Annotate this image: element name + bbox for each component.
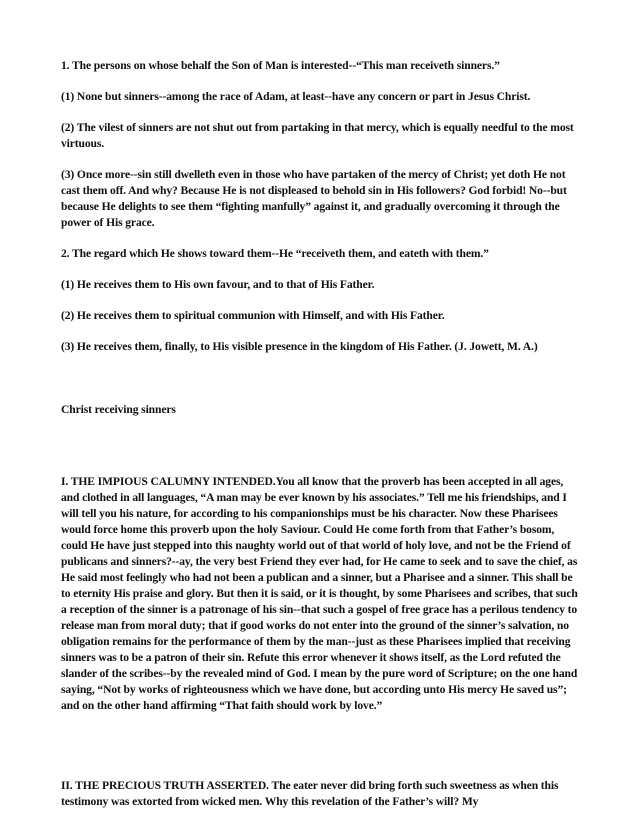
point-2-heading: 2. The regard which He shows toward them--He “receiveth them, and eateth with them.” xyxy=(61,247,489,260)
section-1-paragraph xyxy=(61,474,581,714)
point-2-sub-3: (3) He receives them, finally, to His visible presence in the kingdom of His Father. (J. Jowett, M. A.) xyxy=(61,340,538,353)
section-title: Christ receiving sinners xyxy=(61,403,176,416)
document-page xyxy=(61,58,581,810)
point-1-sub-2: (2) The vilest of sinners are not shut out from partaking in that mercy, which is equally needful to the most virtuous. xyxy=(61,121,574,150)
point-2-sub-1: (1) He receives them to His own favour, and to that of His Father. xyxy=(61,278,375,291)
point-2-sub-2: (2) He receives them to spiritual communion with Himself, and with His Father. xyxy=(61,309,445,322)
section-1-heading: I. THE IMPIOUS CALUMNY INTENDED. xyxy=(61,475,276,488)
section-2-heading: II. THE PRECIOUS TRUTH ASSERTED. xyxy=(61,779,269,792)
point-1-sub-1: (1) None but sinners--among the race of Adam, at least--have any concern or part in Jesus Christ. xyxy=(61,90,531,103)
point-1-heading: 1. The persons on whose behalf the Son of Man is interested--“This man receiveth sinners.” xyxy=(61,59,500,72)
section-1-body: You all know that the proverb has been accepted in all ages, and clothed in all languages, “A man may be ever known by his associates.” Tell me his friendships, and I will tell you his nature, for according to his companionships must be his character. Now these Pharisees would force home this proverb upon the holy Saviour. Could He come forth from that Father’s bosom, could He have just stepped into this naughty world out of that world of holy love, and not be the Friend of publicans and sinners?--ay, the very best Friend they ever had, for He came to seek and to save the chief, as He said most feelingly who had not been a publican and a sinner, but a Pharisee and a sinner. This shall be to eternity His praise and glory. But then it is said, or it is thought, by some Pharisees and scribes, that such a reception of the sinner is a patronage of his sin--that such a gospel of free grace has a perilous tendency to release man from moral duty; that if good works do not enter into the ground of the sinner’s salvation, no obligation remains for the performance of them by the man--just as these Pharisees implied that receiving sinners was to be a patron of their sin. Refute this error whenever it shows itself, as the Lord refuted the slander of the scribes--by the revealed mind of God. I mean by the pure word of Scripture; on the one hand saying, “Not by works of righteousness which we have done, but according unto His mercy He saved us”; and on the other hand affirming “That faith should work by love.” xyxy=(61,475,578,712)
section-2-paragraph xyxy=(61,778,581,810)
point-1-sub-3: (3) Once more--sin still dwelleth even in those who have partaken of the mercy of Christ; yet doth He not cast them off. And why? Because He is not displeased to behold sin in His followers? God forbid! No--but because He delights to see them “fighting manfully” against it, and gradually overcoming it through the power of His grace. xyxy=(61,168,567,229)
section-2-body: The eater never did bring forth such sweetness as when this testimony was extorted from wicked men. Why this revelation of the Father’s will? My xyxy=(61,779,559,808)
